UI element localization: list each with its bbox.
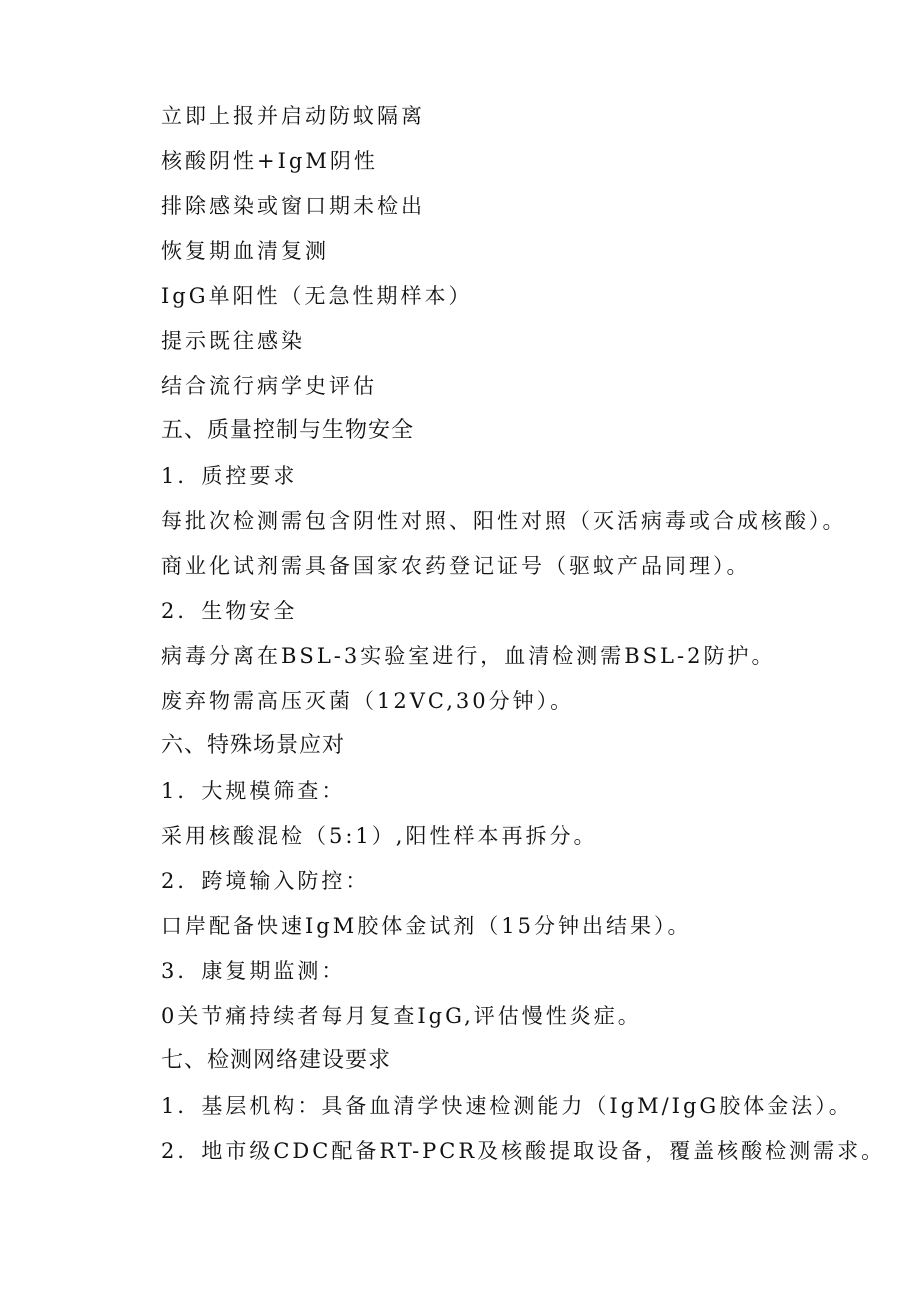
text-line: 1．基层机构：具备血清学快速检测能力（IgM/IgG胶体金法）。	[161, 1094, 853, 1118]
text-line: 病毒分离在BSL-3实验室进行，血清检测需BSL-2防护。	[161, 644, 776, 668]
text-line: IgG单阳性（无急性期样本）	[161, 284, 473, 308]
subheading-mass-screening: 1．大规模筛查：	[161, 779, 346, 803]
subheading-cross-border: 2．跨境输入防控：	[161, 869, 370, 893]
section-heading-quality-control: 五、质量控制与生物安全	[161, 418, 415, 443]
text-line: 立即上报并启动防蚊隔离	[161, 104, 425, 128]
text-line: 口岸配备快速IgM胶体金试剂（15分钟出结果）。	[161, 914, 692, 938]
text-line: 采用核酸混检（5:1）,阳性样本再拆分。	[161, 824, 598, 848]
text-line: 商业化试剂需具备国家农药登记证号（驱蚊产品同理）。	[161, 554, 751, 578]
subheading-qc-requirements: 1．质控要求	[161, 464, 298, 488]
text-line: 恢复期血清复测	[161, 239, 329, 263]
text-line: 核酸阴性+IgM阴性	[161, 149, 378, 173]
section-heading-special-scenarios: 六、特殊场景应对	[161, 733, 346, 758]
section-heading-network: 七、检测网络建设要求	[161, 1048, 392, 1073]
subheading-recovery-monitoring: 3．康复期监测：	[161, 959, 346, 983]
text-line: 排除感染或窗口期未检出	[161, 194, 425, 218]
subheading-biosafety: 2．生物安全	[161, 599, 298, 623]
text-line: 提示既往感染	[161, 329, 305, 353]
text-line: 2．地市级CDC配备RT-PCR及核酸提取设备，覆盖核酸检测需求。	[161, 1139, 886, 1163]
text-line: 0关节痛持续者每月复查IgG,评估慢性炎症。	[161, 1004, 642, 1028]
text-line: 废弃物需高压灭菌（12VC,30分钟）。	[161, 689, 575, 713]
text-line: 结合流行病学史评估	[161, 374, 377, 398]
text-line: 每批次检测需包含阴性对照、阳性对照（灭活病毒或合成核酸）。	[161, 509, 847, 533]
